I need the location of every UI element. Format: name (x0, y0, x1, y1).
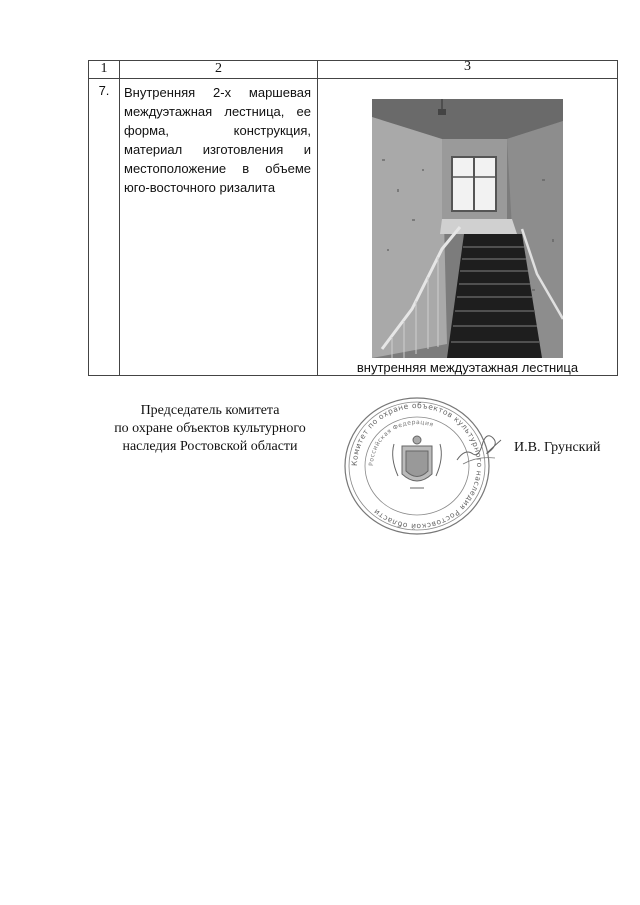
coat-of-arms-icon (393, 436, 442, 488)
photo-caption: внутренняя междуэтажная лестница (356, 360, 579, 375)
handwritten-signature (455, 428, 505, 468)
row-number: 7. (89, 79, 120, 376)
table-header-row (89, 61, 618, 79)
row-photo-cell (318, 79, 618, 376)
seal-outer-text: Комитет по охране объектов культурного наследия Ростовской области (349, 400, 485, 532)
signatory-title-line-3: наследия Ростовской области (122, 439, 298, 454)
staircase-photo (372, 99, 563, 358)
header-col-1: 1 (89, 61, 120, 79)
objects-table (88, 60, 618, 376)
row-description: Внутренняя 2-х маршевая междуэтажная лестница, ее форма, конструкция, материал изготовления и местоположение в объеме юго-восточного ризалита (120, 79, 318, 376)
header-col-2: 2 (120, 61, 318, 79)
signatory-title (90, 402, 330, 456)
signatory-title-line-1: Председатель комитета (140, 403, 280, 418)
table-row (89, 79, 618, 376)
signatory-title-line-2: по охране объектов культурного (114, 421, 306, 436)
signatory-name: И.В. Грунский (514, 440, 601, 455)
header-col-3: 3 (318, 61, 618, 79)
seal-inner-text: Российская Федерация (367, 418, 435, 467)
